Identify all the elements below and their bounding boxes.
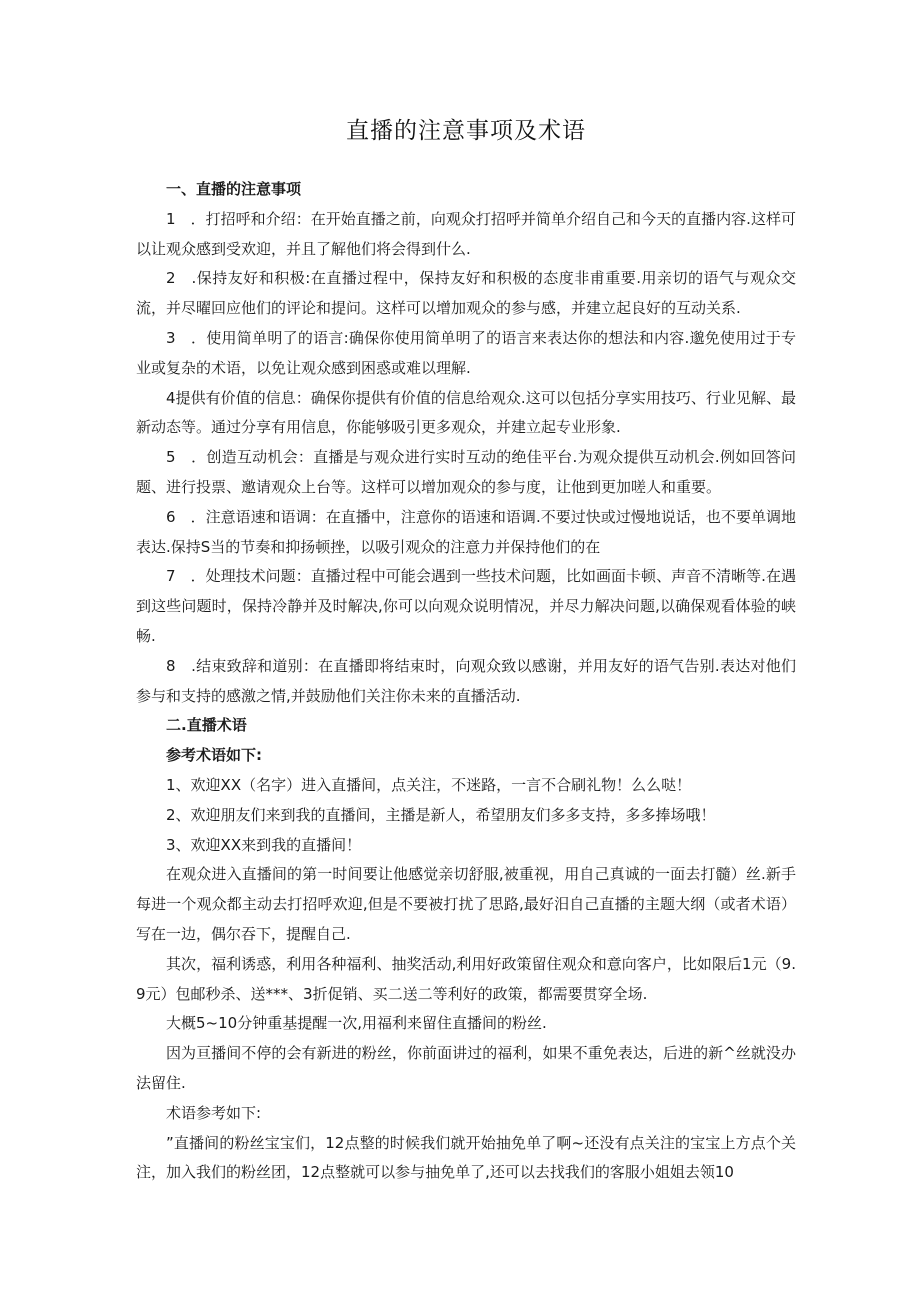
term-example: 1、欢迎XX（名字）进入直播间，点关注，不迷路，一言不合刷礼物！么么哒！	[166, 775, 692, 794]
precaution-item: 2 .保持友好和积极:在直播过程中，保持友好和积极的态度非甫重要.用亲切的语气与观众交流，并尽曜回应他们的评论和提问。这样可以增加观众的参与感，并建立起良好的互动关系.	[136, 269, 796, 318]
body-paragraph: 其次，福利诱惑，利用各种福利、抽奖活动,利用好政策留住观众和意向客户，比如限后1元（9.9元）包邮秒杀、送***、3折促销、买二送二等利好的政策，都需要贯穿全场.	[136, 954, 796, 1003]
body-paragraph: 因为亘播间不停的会有新进的粉丝，你前面讲过的福利，如果不重免表达，后进的新^丝就没办法留住.	[136, 1044, 796, 1092]
precaution-item: 1 ．打招呼和介绍：在开始直播之前，向观众打招呼并简单介绍自己和今天的直播内容.这样可以让观众感到受欢迎，并且了解他们将会得到什么.	[136, 209, 796, 258]
precaution-item: 3 ．使用简单明了的语言:确保你使用简单明了的语言来表达你的想法和内容.邈免使用过于专业或复杂的术语，以免让观众感到困惑或难以理解.	[136, 328, 796, 377]
body-paragraph: 在观众进入直播间的第一时间要让他感觉亲切舒服,被重视，用自己真诚的一面去打髓）丝.新手每进一个观众都主动去打招呼欢迎,但是不要被打扰了思路,最好汨自己直播的主题大纲（或者术语）写在一边，偶尔吞下，提醒自己.	[136, 865, 796, 943]
terms-subheading: 参考术语如下:	[166, 746, 262, 765]
body-paragraph: 术语参考如下:	[166, 1103, 262, 1122]
term-example: 2、欢迎朋友们来到我的直播间，主播是新人，希望朋友们多多支持，多多捧场哦！	[166, 805, 716, 824]
section-heading-terms: 二.直播术语	[166, 716, 247, 735]
document-page	[136, 112, 796, 1188]
precaution-item: 5 ．创造互动机会：直播是与观众进行实时互动的绝佳平台.为观众提供互动机会.例如回答问题、进行投票、邀请观众上台等。这样可以增加观众的参与度，让他到更加嗟人和重要。	[136, 448, 796, 496]
precaution-item: 7 ．处理技术问题：直播过程中可能会遇到一些技术问题，比如画面卡顿、声音不清晰等.在遇到这些问题时，保持冷静并及时解决,你可以向观众说明情况，并尽力解决问题,以确保观看体验的峡畅.	[136, 567, 796, 645]
section-heading-precautions: 一、直播的注意事项	[166, 180, 302, 198]
document-title: 直播的注意事项及术语	[346, 118, 586, 144]
term-example: 3、欢迎XX来到我的直播间！	[166, 835, 362, 854]
body-paragraph: 大概5~10分钟重基提醒一次,用福利来留住直播间的粉丝.	[166, 1014, 547, 1033]
precaution-item: 4提供有价值的信息：确保你提供有价值的信息给观众.这可以包括分享实用技巧、行业见解、最新动态等。通过分享有用信息，你能够吸引更多观众，并建立起专业形象.	[136, 388, 796, 437]
precaution-item: 6 ．注意语速和语调：在直播中，注意你的语速和语调.不要过快或过慢地说话，也不要单调地表达.保持S当的节奏和抑扬顿挫，以吸引观众的注意力并保持他们的在	[136, 507, 796, 556]
body-paragraph: ”直播间的粉丝宝宝们，12点整的时候我们就开始抽免单了啊~还没有点关注的宝宝上方点个关注，加入我们的粉丝团，12点整就可以参与抽免单了,还可以去找我们的客服小姐姐去领10	[136, 1133, 796, 1182]
precaution-item: 8 .结束致辞和道别：在直播即将结束时，向观众致以感谢，并用友好的语气告别.表达对他们参与和支持的感激之情,并鼓励他们关注你未来的直播活动.	[136, 656, 796, 705]
